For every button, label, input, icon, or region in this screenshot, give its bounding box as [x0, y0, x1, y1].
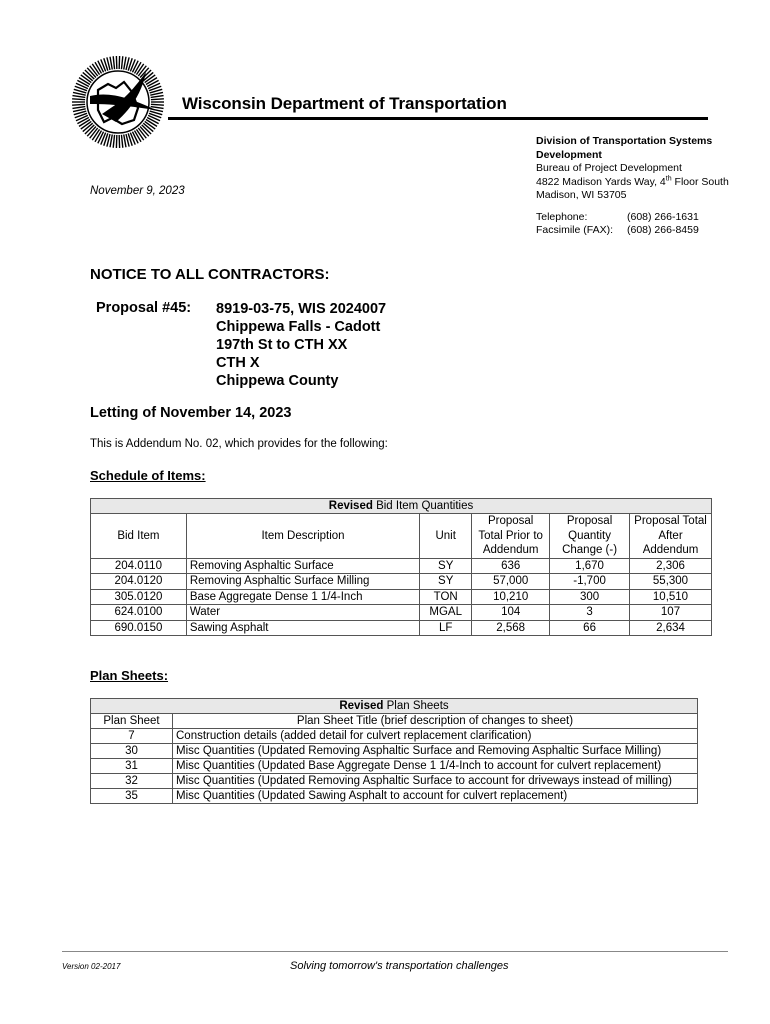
fax-label: Facsimile (FAX): — [536, 224, 614, 236]
proposal-label: Proposal #45: — [96, 300, 192, 316]
table-header-row — [91, 514, 712, 559]
addendum-intro: This is Addendum No. 02, which provides for the following: — [90, 438, 388, 450]
column-header: Plan Sheet Title (brief description of changes to sheet) — [173, 714, 698, 729]
column-header: Unit — [420, 514, 472, 559]
proposal-details — [216, 300, 386, 390]
table-row: 204.0120 Removing Asphaltic Surface Milling SY 57,000 -1,700 55,300 — [91, 574, 712, 590]
column-header: Plan Sheet — [91, 714, 173, 729]
proposal-line: Chippewa Falls - Cadott — [216, 319, 381, 335]
proposal-line: CTH X — [216, 355, 260, 371]
proposal-line: Chippewa County — [216, 373, 339, 389]
footer-tagline: Solving tomorrow's transportation challenges — [290, 960, 509, 972]
header-rule — [168, 117, 708, 120]
column-header: Item Description — [186, 514, 419, 559]
column-header: Bid Item — [91, 514, 187, 559]
plan-sheets-heading: Plan Sheets: — [90, 668, 169, 683]
proposal-line: 8919-03-75, WIS 2024007 — [216, 301, 387, 317]
proposal-line: 197th St to CTH XX — [216, 337, 348, 353]
table-row: 30 Misc Quantities (Updated Removing Asphaltic Surface and Removing Asphaltic Surface Milling) — [91, 744, 698, 759]
bid-items-table — [90, 498, 712, 636]
table-row: 305.0120 Base Aggregate Dense 1 1/4-Inch TON 10,210 300 10,510 — [91, 589, 712, 605]
column-header: Proposal Quantity Change (-) — [550, 514, 630, 559]
division-address — [536, 135, 761, 238]
fax-number: (608) 266-8459 — [627, 224, 699, 236]
wisconsin-dot-seal-icon — [68, 52, 168, 152]
footer-rule — [62, 951, 728, 952]
telephone-label: Telephone: — [536, 210, 588, 223]
division-name-cont: Development — [536, 148, 602, 161]
table-header-row — [91, 714, 698, 729]
plan-sheets-table — [90, 698, 698, 804]
table-caption: Revised Plan Sheets — [91, 699, 698, 714]
telephone-number: (608) 266-1631 — [627, 210, 699, 223]
table-row: 31 Misc Quantities (Updated Base Aggregate Dense 1 1/4-Inch to account for culvert replacement) — [91, 759, 698, 774]
table-row: 204.0110 Removing Asphaltic Surface SY 636 1,670 2,306 — [91, 558, 712, 574]
telephone-line — [536, 211, 761, 225]
city-address: Madison, WI 53705 — [536, 189, 627, 201]
version-label: Version 02-2017 — [62, 962, 121, 971]
letting-date: Letting of November 14, 2023 — [90, 405, 292, 421]
street-address: 4822 Madison Yards Way, 4th Floor South — [536, 175, 729, 188]
table-row: 690.0150 Sawing Asphalt LF 2,568 66 2,634 — [91, 620, 712, 636]
division-name: Division of Transportation Systems — [536, 135, 713, 147]
table-row: 7 Construction details (added detail for culvert replacement clarification) — [91, 729, 698, 744]
column-header: Proposal Total Prior to Addendum — [472, 514, 550, 559]
table-row: 624.0100 Water MGAL 104 3 107 — [91, 605, 712, 621]
table-row: 35 Misc Quantities (Updated Sawing Asphalt to account for culvert replacement) — [91, 789, 698, 804]
table-caption: Revised Bid Item Quantities — [91, 499, 712, 514]
agency-name: Wisconsin Department of Transportation — [182, 94, 507, 113]
schedule-heading: Schedule of Items: — [90, 468, 206, 483]
notice-date: November 9, 2023 — [90, 185, 185, 197]
notice-title: NOTICE TO ALL CONTRACTORS: — [90, 266, 330, 283]
table-row: 32 Misc Quantities (Updated Removing Asphaltic Surface to account for driveways instead of milling) — [91, 774, 698, 789]
bureau-name: Bureau of Project Development — [536, 162, 682, 174]
column-header: Proposal Total After Addendum — [630, 514, 712, 559]
fax-line — [536, 224, 761, 238]
